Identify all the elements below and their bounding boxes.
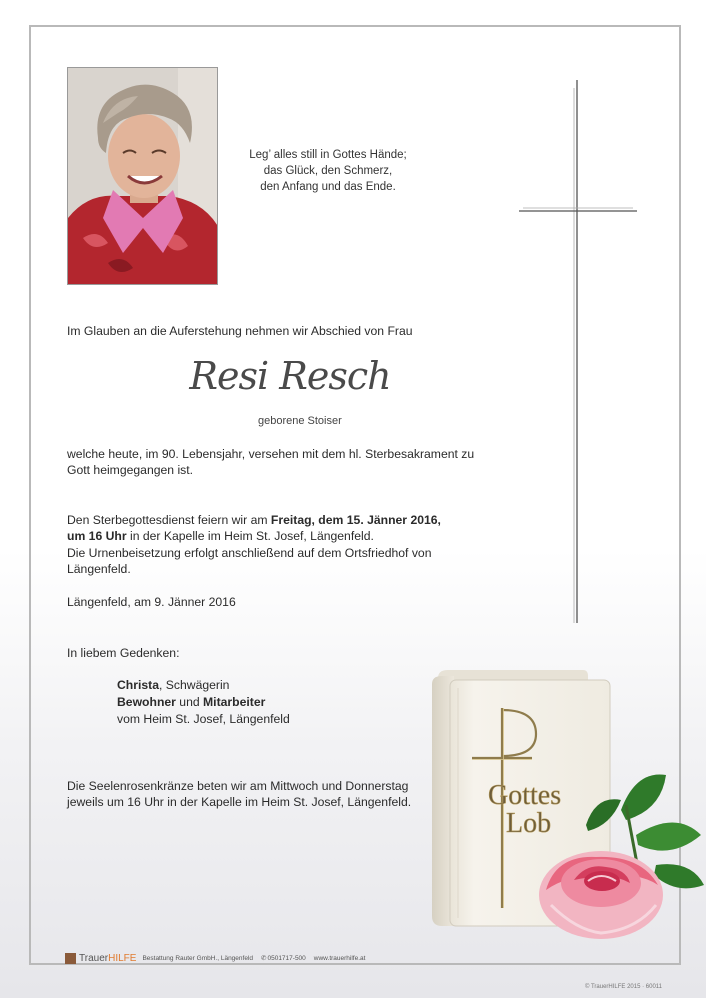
footer-web[interactable]: www.trauerhilfe.at [313, 954, 366, 962]
poem-line-2: das Glück, den Schmerz, [263, 165, 393, 177]
copyright-text: © TrauerHILFE 2015 · 60011 [585, 984, 663, 990]
service-time: um 16 Uhr [67, 529, 127, 544]
maiden-name: geborene Stoiser [258, 415, 342, 427]
footer-logo-a: Trauer [79, 952, 109, 964]
mourner-1 [117, 677, 417, 694]
mourner-1-relation: , Schwägerin [159, 678, 230, 692]
urn-burial: Die Urnenbeisetzung erfolgt anschließend auf dem Ortsfriedhof von Längenfeld. [67, 545, 432, 577]
portrait-photo [67, 67, 218, 285]
service-location: in der Kapelle im Heim St. Josef, Längenfeld. [126, 529, 374, 544]
service-prefix: Den Sterbegottesdienst feiern wir am [67, 513, 271, 527]
cross-icon [515, 78, 640, 626]
intro-text: Im Glauben an die Auferstehung nehmen wir Abschied von Frau [67, 324, 413, 338]
service-paragraph [67, 512, 497, 578]
book-title-line-2: Lob [506, 808, 552, 839]
mourner-3: vom Heim St. Josef, Längenfeld [117, 712, 290, 726]
place-date: Längenfeld, am 9. Jänner 2016 [67, 595, 236, 609]
footer [65, 951, 373, 965]
mourner-1-name: Christa [117, 678, 159, 692]
deceased-name: Resi Resch [189, 354, 391, 398]
footer-company: Bestattung Rauter GmbH., Längenfeld [142, 954, 254, 962]
mourner-2-b: Mitarbeiter [203, 695, 266, 709]
footer-logo-b: HILFE [108, 952, 137, 964]
footer-phone: 0501717-500 [267, 954, 306, 962]
death-notice: welche heute, im 90. Lebensjahr, versehen mit dem hl. Sterbesakrament zu Gott heimgegangen ist. [67, 447, 475, 478]
rosary-text: Die Seelenrosenkränze beten wir am Mittwoch und Donnerstag jeweils um 16 Uhr in der Kapelle im Heim St. Josef, Längenfeld. [67, 779, 412, 810]
mourner-2 [117, 694, 417, 711]
poem-line-1: Leg’ alles still in Gottes Hände; [249, 149, 407, 161]
mourners-list [117, 677, 417, 728]
book-title-line-1: Gottes [488, 780, 562, 811]
mourner-2-mid: und [175, 695, 204, 709]
trauerhilfe-logo-icon [65, 953, 76, 964]
service-date: Freitag, dem 15. Jänner 2016, [270, 513, 441, 527]
remembrance-heading: In liebem Gedenken: [67, 646, 180, 660]
footer-logo [79, 953, 136, 964]
mourner-2-a: Bewohner [117, 695, 176, 709]
footer-phone-icon: ✆ [261, 955, 267, 962]
poem [228, 147, 428, 195]
rose-image [526, 765, 706, 945]
poem-line-3: den Anfang und das Ende. [260, 181, 396, 193]
